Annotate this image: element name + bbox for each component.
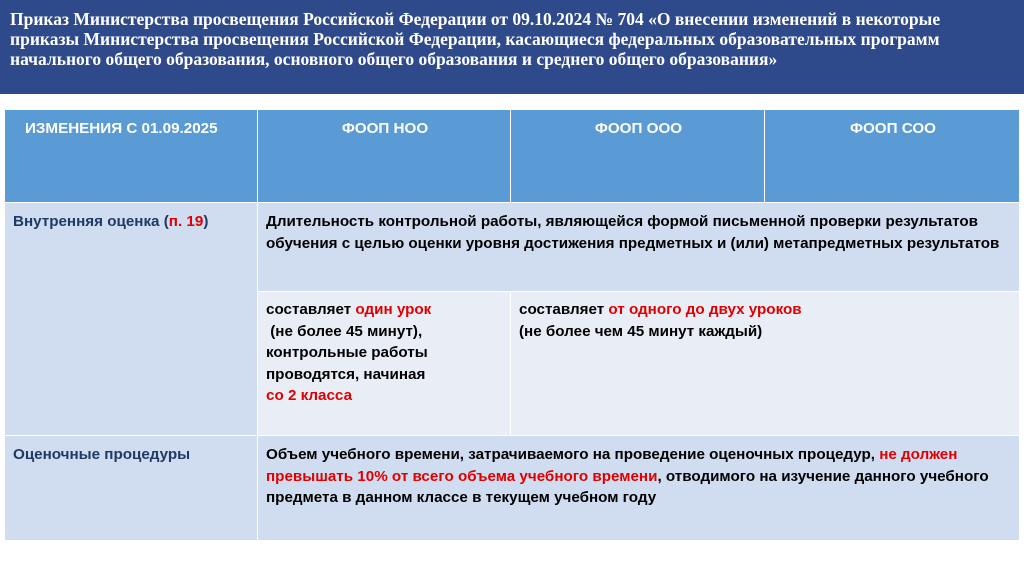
assessment-procedures-description: Объем учебного времени, затрачиваемого на проведение оценочных процедур, не должен превышать 10% от всего объема учебного времени, отводимого на изучение данного учебного предмета в данном классе в текущем учебном году (258, 436, 1020, 541)
header-foop-soo: ФООП СОО (765, 110, 1020, 203)
clause-reference: п. 19 (168, 213, 204, 230)
table-row (5, 203, 1020, 292)
table-header-row (5, 110, 1020, 203)
row-label-assessment-procedures: Оценочные процедуры (5, 436, 258, 541)
noo-duration-cell: составляет один урок (не более 45 минут), контрольные работы проводятся, начиная со 2 класса (258, 292, 511, 436)
page-title: Приказ Министерства просвещения Российской Федерации от 09.10.2024 № 704 «О внесении изменений в некоторые приказы Министерства просвещения Российской Федерации, касающиеся федеральных образовательных программ начального общего образования, основного общего образования и среднего общего образования» (10, 9, 941, 69)
ooo-soo-duration-cell: составляет от одного до двух уроков (не более чем 45 минут каждый) (511, 292, 1020, 436)
changes-table (4, 109, 1020, 541)
header-changes: ИЗМЕНЕНИЯ С 01.09.2025 (5, 110, 258, 203)
table-row (5, 436, 1020, 541)
title-banner (0, 0, 1024, 94)
test-duration-description: Длительность контрольной работы, являющейся формой письменной проверки результатов обучения с целью оценки уровня достижения предметных и (или) метапредметных результатов (258, 203, 1020, 292)
header-foop-ooo: ФООП ООО (511, 110, 765, 203)
header-foop-noo: ФООП НОО (258, 110, 511, 203)
row-label-internal-assessment: Внутренняя оценка (п. 19) (5, 203, 258, 436)
